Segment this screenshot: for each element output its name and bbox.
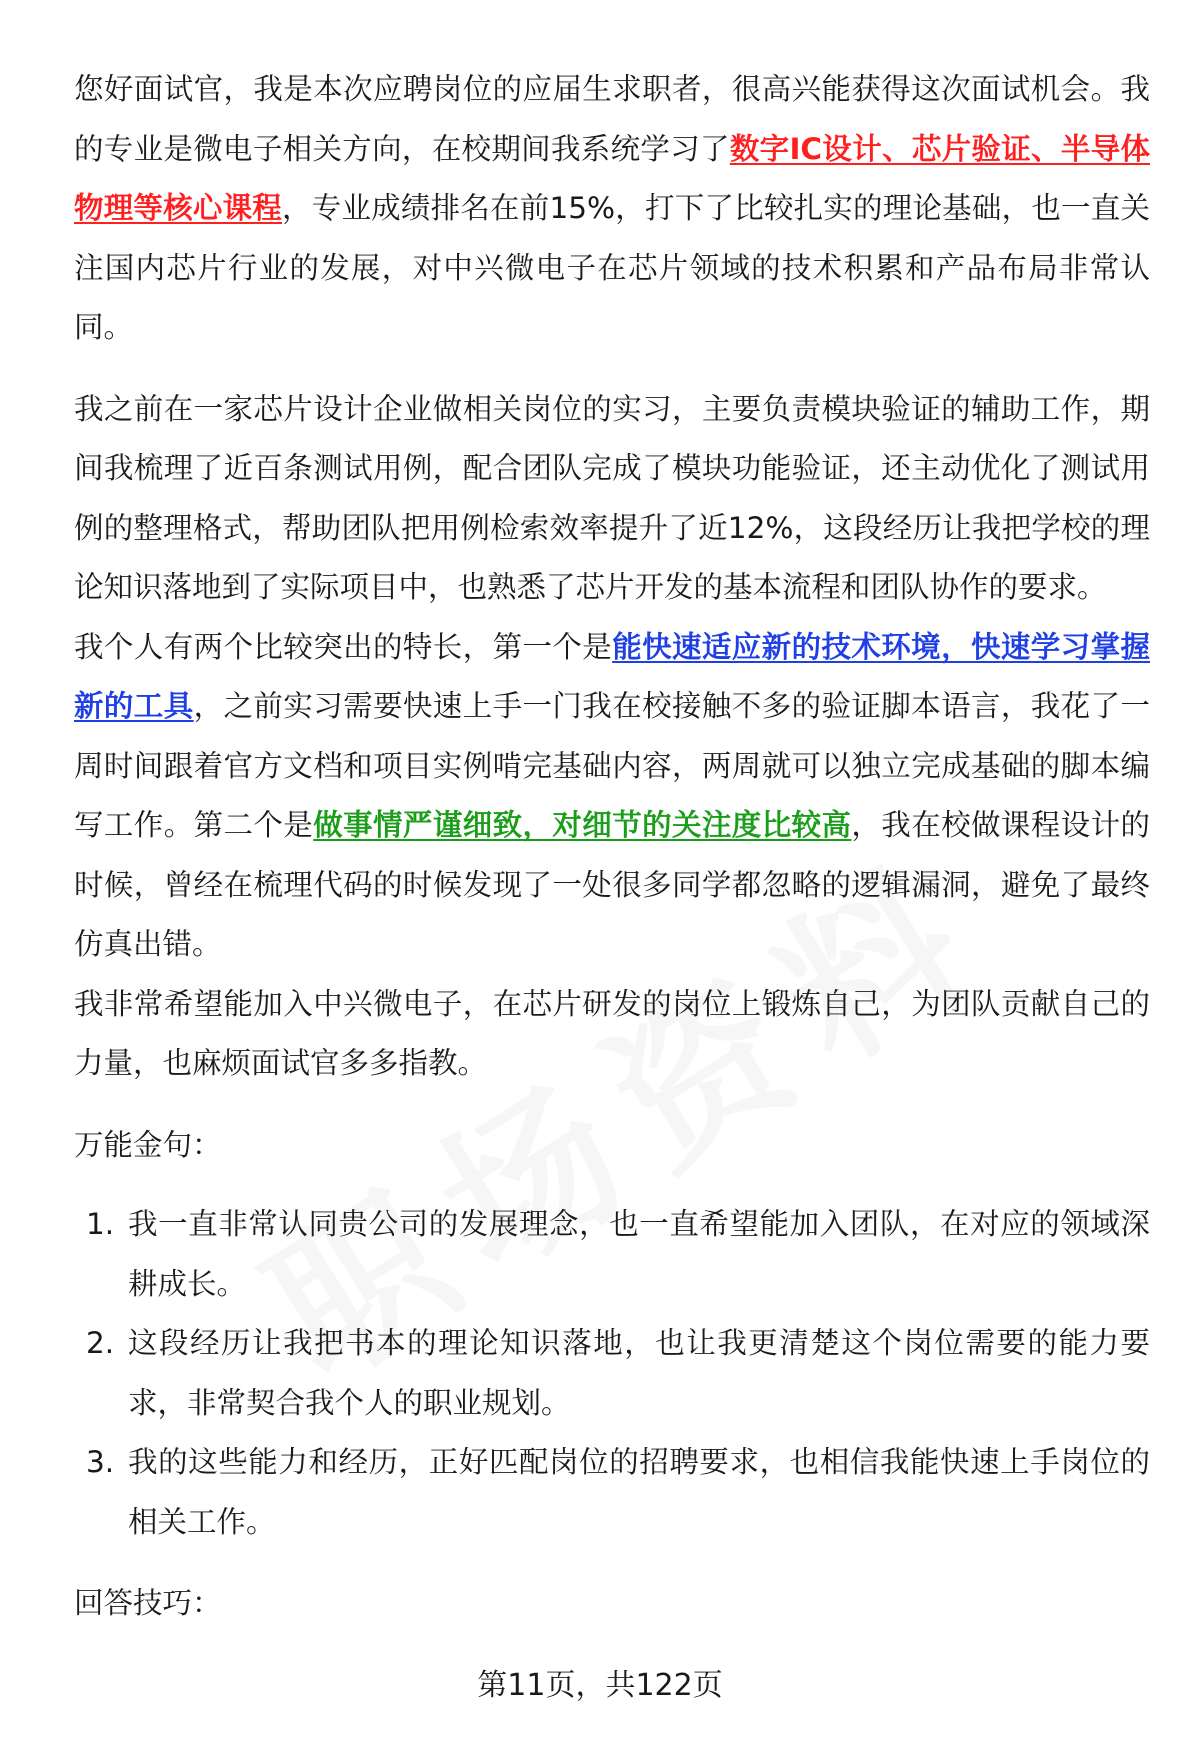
document-body [74,60,1150,1634]
intro-paragraph [74,60,1150,358]
strength-highlight-2: 做事情严谨细致，对细节的关注度比较高 [313,808,852,842]
strengths-paragraph [74,618,1150,975]
tips-heading: 回答技巧： [74,1586,222,1620]
list-item-text: 我的这些能力和经历，正好匹配岗位的招聘要求，也相信我能快速上手岗位的相关工作。 [128,1445,1150,1539]
list-item-number: 2. [86,1326,115,1360]
list-item-number: 1. [86,1207,115,1241]
intro-text-start: 您好面试官，我是本次应聘岗位的应届生求职者，很高兴能获得这次面试机会。我的专业是微电子相关方向，在校期间我系统学习了 [74,72,1150,166]
list-item [74,1314,1150,1433]
strengths-text-2: ，之前实习需要快速上手一门我在校接触不多的验证脚本语言，我花了一周时间跟着官方文档和项目实例啃完基础内容，两周就可以独立完成基础的脚本编写工作。第二个是 [74,689,1150,842]
strengths-text-3: ，我在校做课程设计的时候，曾经在梳理代码的时候发现了一处很多同学都忽略的逻辑漏洞，避免了最终仿真出错。 [74,808,1150,961]
strengths-text-1: 我个人有两个比较突出的特长，第一个是 [74,629,613,664]
list-item [74,1195,1150,1314]
list-item-text: 我一直非常认同贵公司的发展理念，也一直希望能加入团队，在对应的领域深耕成长。 [128,1207,1150,1301]
strength-highlight-1: 能快速适应新的技术环境，快速学习掌握新的工具 [74,629,1150,723]
page-number-footer: 第11页，共122页 [477,1668,723,1703]
closing-paragraph: 我非常希望能加入中兴微电子，在芯片研发的岗位上锻炼自己，为团队贡献自己的力量，也麻烦面试官多多指教。 [74,986,1150,1080]
list-item-text: 这段经历让我把书本的理论知识落地，也让我更清楚这个岗位需要的能力要求，非常契合我个人的职业规划。 [128,1326,1150,1420]
internship-paragraph: 我之前在一家芯片设计企业做相关岗位的实习，主要负责模块验证的辅助工作，期间我梳理了近百条测试用例，配合团队完成了模块功能验证，还主动优化了测试用例的整理格式，帮助团队把用例检索效率提升了近12%，这段经历让我把学校的理论知识落地到了实际项目中，也熟悉了芯片开发的基本流程和团队协作的要求。 [74,391,1150,604]
list-item-number: 3. [86,1445,115,1479]
phrases-list [74,1195,1150,1552]
list-item [74,1433,1150,1552]
phrases-heading: 万能金句： [74,1127,222,1162]
intro-highlight: 数字IC设计、芯片验证、半导体物理等核心课程 [74,131,1150,225]
intro-text-end: ，专业成绩排名在前15%，打下了比较扎实的理论基础，也一直关注国内芯片行业的发展，对中兴微电子在芯片领域的技术积累和产品布局非常认同。 [74,191,1150,344]
